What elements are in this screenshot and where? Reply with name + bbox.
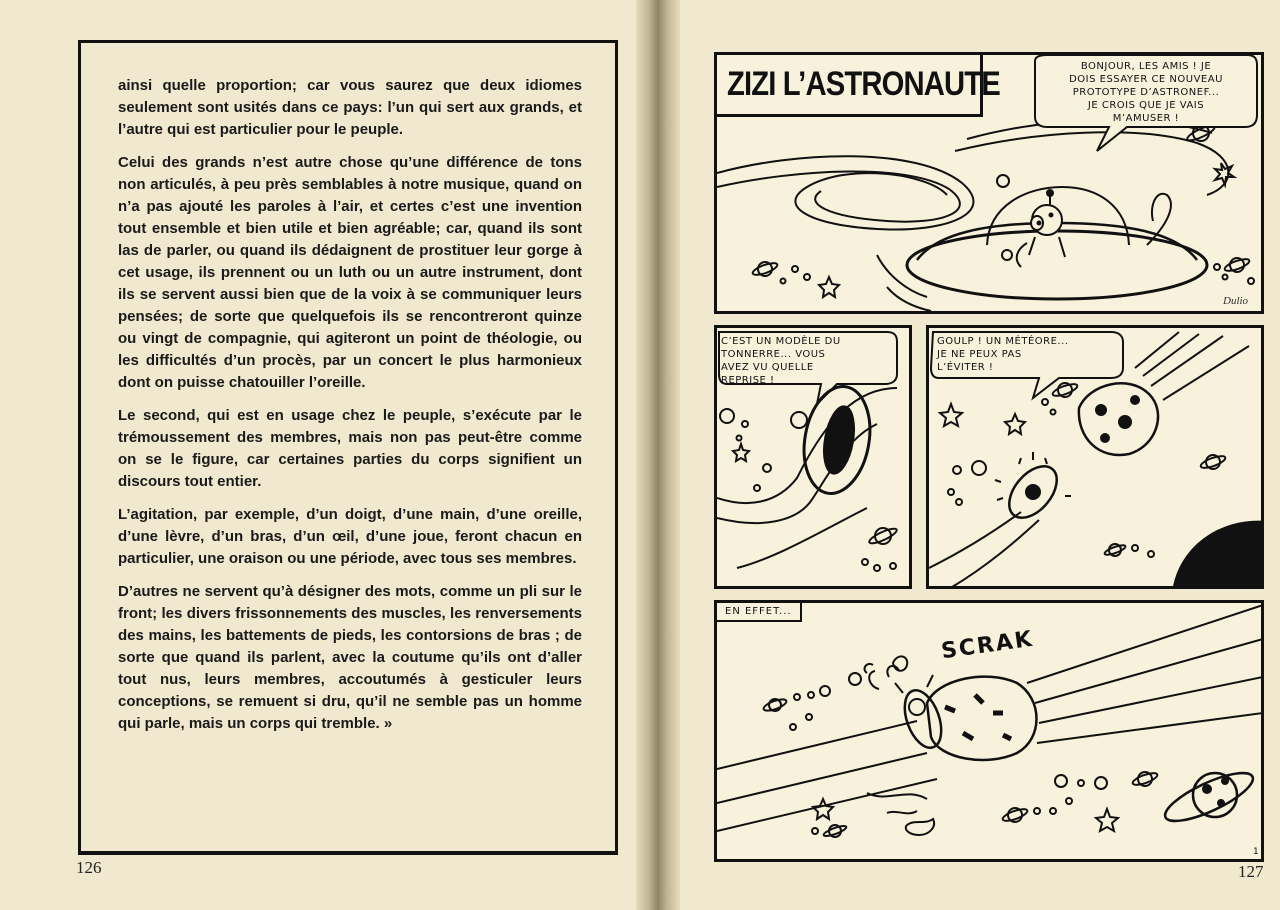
artist-signature: Dulio <box>1223 295 1249 307</box>
comic-panel-4 <box>714 600 1264 862</box>
sound-effect: SCRAK <box>939 626 1036 665</box>
panel-number: 1 <box>1253 847 1259 857</box>
comic-title-box <box>717 55 1000 117</box>
balloon-3-line-2: JE NE PEUX PAS <box>937 349 1022 360</box>
page-number-left: 126 <box>76 858 102 877</box>
comic-panel-2 <box>714 325 912 589</box>
balloon-1-line-2: DOIS ESSAYER CE NOUVEAU <box>1069 74 1223 85</box>
speech-balloon-2 <box>721 335 895 387</box>
comic-panel-1 <box>714 52 1264 314</box>
comic-panel-3 <box>926 325 1264 589</box>
balloon-3-line-3: L’ÉVITER ! <box>937 362 994 373</box>
balloon-2-line-3: AVEZ VU QUELLE <box>721 362 814 373</box>
balloon-2-line-1: C’EST UN MODÈLE DU <box>721 336 841 347</box>
balloon-1-line-1: BONJOUR, LES AMIS ! JE <box>1080 61 1212 72</box>
text-frame <box>78 40 618 855</box>
balloon-1-line-3: PROTOTYPE D’ASTRONEF... <box>1072 87 1220 98</box>
page-number-right: 127 <box>1238 862 1264 881</box>
balloon-3-line-1: GOULP ! UN MÉTÉORE... <box>937 336 1069 347</box>
paragraph-3: Le second, qui est en usage chez le peuple, s’exécute par le trémoussement des membres, mais non pas peut-être comme on se le figure, car certaines parties du corps signifient un discours tout entier. <box>118 407 582 490</box>
paragraph-5: D’autres ne servent qu’à désigner des mots, comme un pli sur le front; les divers frissonnements des muscles, les renversements des mains, les battements de pieds, les contorsions de bras ; de sorte que quand ils parlent, avec la coutume qu’ils ont d’aller tout nus, leurs membres, accoutumés à gesticuler leurs conceptions, se remuent si dru, qu’il ne semble pas un homme qui parle, mais un corps qui tremble. » <box>118 583 582 732</box>
balloon-2-line-2: TONNERRE... VOUS <box>721 349 826 360</box>
balloon-1-line-5: M’AMUSER ! <box>1112 113 1180 124</box>
text-body <box>118 75 582 746</box>
comic-title: ZIZI L’ASTRONAUTE <box>727 65 1000 103</box>
paragraph-1: ainsi quelle proportion; car vous saurez que deux idiomes seulement sont usités dans ce pays: l’un qui sert aux grands, et l’autre qui est particulier pour le peuple. <box>118 77 582 138</box>
panel-4-caption: EN EFFET... <box>717 603 802 622</box>
speech-balloon-3 <box>937 335 1121 374</box>
book-gutter <box>636 0 680 910</box>
paragraph-2: Celui des grands n’est autre chose qu’une différence de tons non articulés, à peu près semblables à notre musique, quand on n’a pas ajouté les paroles à l’air, et certes c’est une invention tout ensemble et bien utile et bien agréable; car, quand ils sont las de parler, ou quand ils dédaignent de prostituer leur gorge à cet usage, ils prennent ou un luth ou un autre instrument, dont ils se servent aussi bien que de la voix à se communiquer leurs pensées; de sorte que quelquefois ils se rencontreront quinze ou vingt de compagnie, qui agiteront un point de théologie, ou les difficultés d’un procès, par un concert le plus harmonieux dont on puisse chatouiller l’oreille. <box>118 154 582 391</box>
balloon-1-line-4: JE CROIS QUE JE VAIS <box>1087 100 1205 111</box>
paragraph-4: L’agitation, par exemple, d’un doigt, d’une main, d’une oreille, d’une lèvre, d’un bras, d’un œil, d’une joue, feront chacun en particulier, une oraison ou une période, avec tous ses membres. <box>118 506 582 567</box>
speech-balloon-1 <box>1039 60 1253 125</box>
balloon-2-line-4: REPRISE ! <box>721 375 775 386</box>
